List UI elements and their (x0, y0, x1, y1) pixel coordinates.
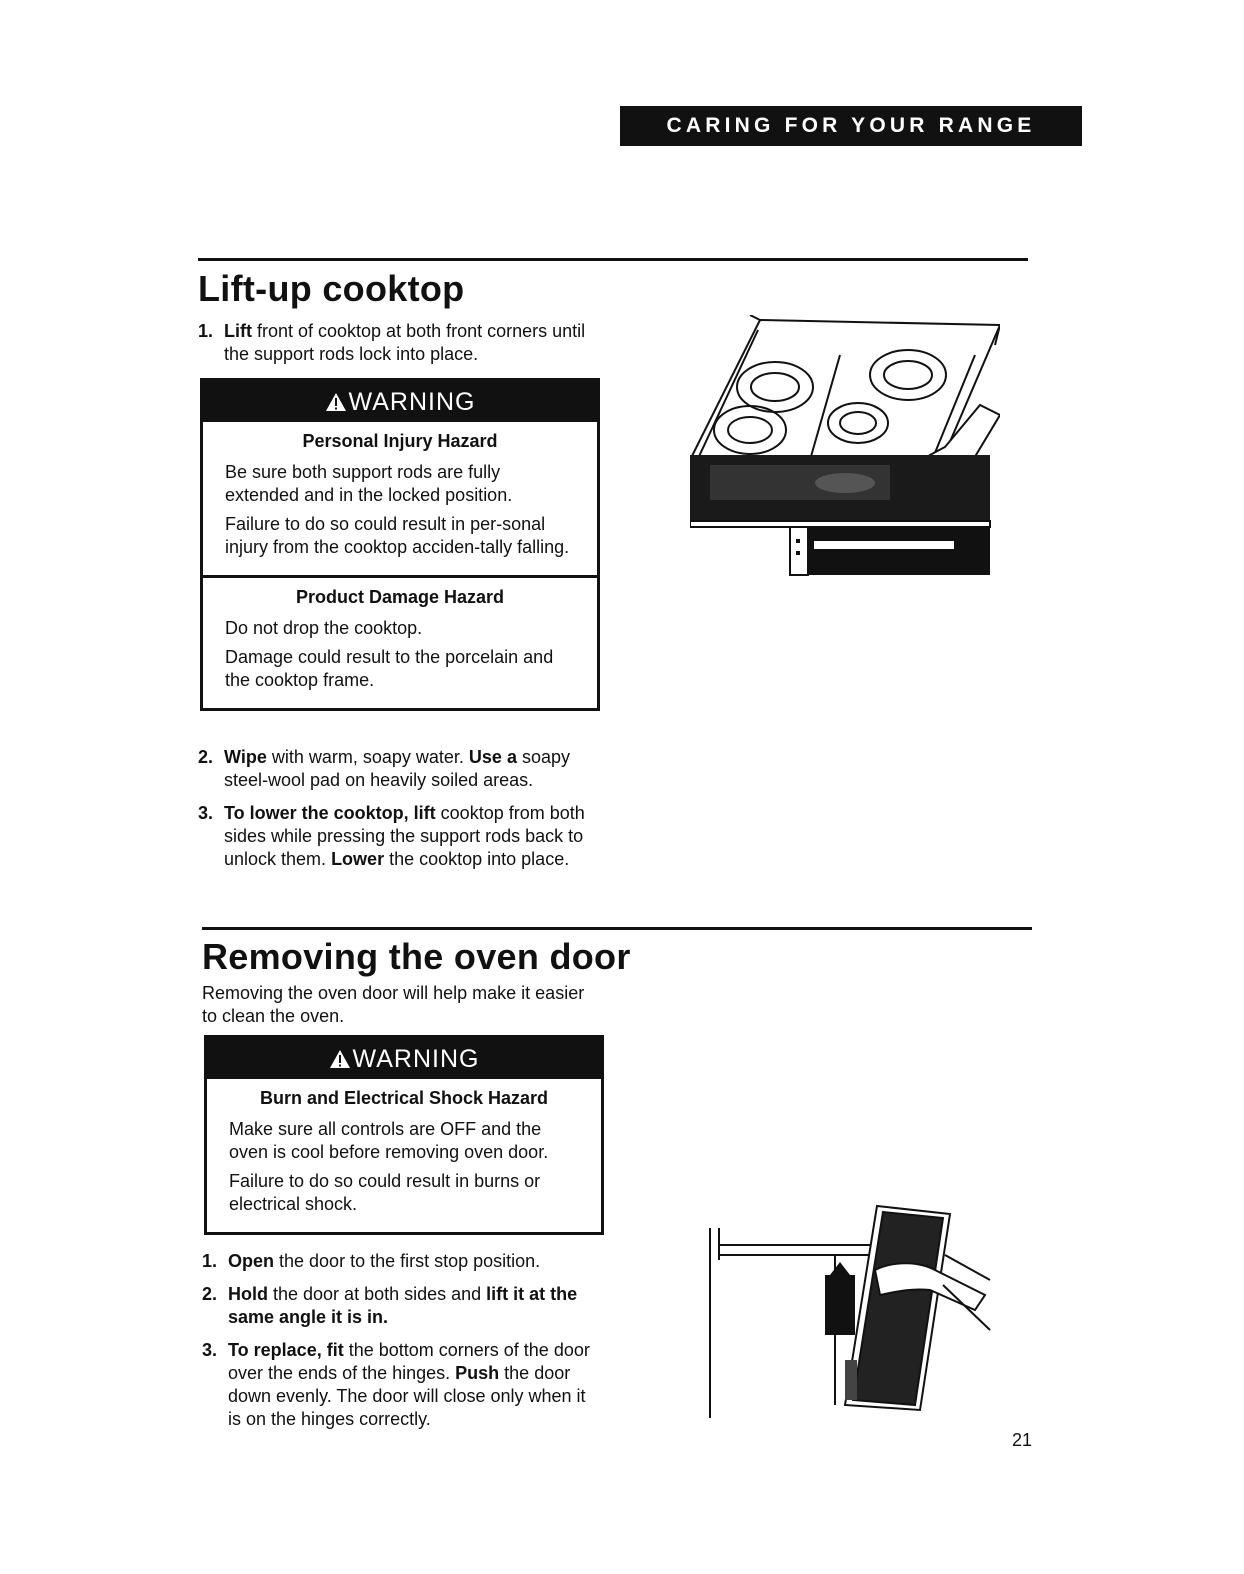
warning-triangle-icon (325, 392, 347, 412)
list-item (202, 1339, 602, 1431)
burn-shock-section (207, 1079, 601, 1232)
warning-text: Damage could result to the porcelain and the cooktop frame. (225, 647, 554, 690)
step-text: the door at both sides and (268, 1284, 487, 1304)
section-rule (198, 258, 1028, 261)
step-text: front of cooktop at both front corners until the support rods lock into place. (224, 321, 586, 364)
step-bold: Push (455, 1363, 500, 1383)
step-text: cooktop from both sides while pressing the support rods back to unlock them. (224, 803, 585, 869)
step-bold: Lower (331, 849, 385, 869)
section-rule (202, 927, 1032, 930)
step-number: 1. (202, 1251, 218, 1271)
step-bold: Use a (468, 747, 517, 767)
oven-door-illustration (705, 1200, 995, 1422)
step-text: the cooktop into place. (384, 849, 570, 869)
step-text: the bottom corners of the door over the ends of the hinges. (228, 1340, 590, 1383)
list-item (198, 320, 608, 366)
step-bold: To lower the cooktop, lift (224, 803, 436, 823)
step-number: 2. (198, 747, 214, 767)
warning-text: Do not drop the cooktop. (225, 618, 423, 638)
warning-text: Failure to do so could result in burns or electrical shock. (229, 1171, 541, 1214)
step-text: the door to the first stop position. (274, 1251, 541, 1271)
step-bold: Wipe (224, 747, 267, 767)
step-number: 3. (202, 1340, 218, 1360)
step-number: 3. (198, 803, 214, 823)
oven-door-steps (202, 1250, 602, 1441)
product-damage-section (203, 575, 597, 708)
oven-door-warning-box (204, 1035, 604, 1235)
page-number: 21 (1011, 1430, 1032, 1450)
oven-door-intro: Removing the oven door will help make it easier to clean the oven. (202, 983, 585, 1026)
cooktop-illustration (690, 315, 1000, 580)
warning-header (207, 1038, 601, 1079)
step-bold: lift it at the same angle it is in. (228, 1284, 578, 1327)
cooktop-steps-2 (198, 746, 593, 881)
list-item (202, 1250, 602, 1273)
warning-title: Burn and Electrical Shock Hazard (259, 1088, 549, 1108)
warning-text: Failure to do so could result in per-sonal injury from the cooktop acciden-tally falling. (225, 514, 570, 557)
step-bold: To replace, fit (228, 1340, 344, 1360)
warning-triangle-icon (329, 1049, 351, 1069)
section-header: CARING FOR YOUR RANGE (620, 106, 1082, 146)
list-item (202, 1283, 602, 1329)
cooktop-steps-1 (198, 320, 608, 376)
warning-header (203, 381, 597, 422)
step-bold: Hold (228, 1284, 268, 1304)
warning-text: Make sure all controls are OFF and the oven is cool before removing oven door. (229, 1119, 549, 1162)
list-item (198, 802, 593, 871)
warning-title: Personal Injury Hazard (302, 431, 498, 451)
step-bold: Lift (224, 321, 252, 341)
step-text: soapy steel-wool pad on heavily soiled areas. (224, 747, 571, 790)
cooktop-title: Lift-up cooktop (198, 268, 465, 309)
step-text: the door down evenly. The door will close only when it is on the hinges correctly. (228, 1363, 586, 1429)
warning-label: WARNING (352, 1045, 480, 1073)
warning-title: Product Damage Hazard (295, 587, 505, 607)
warning-label: WARNING (348, 388, 476, 416)
cooktop-warning-box (200, 378, 600, 711)
personal-injury-section (203, 422, 597, 575)
list-item (198, 746, 593, 792)
step-number: 1. (198, 321, 214, 341)
step-bold: Open (228, 1251, 275, 1271)
step-number: 2. (202, 1284, 218, 1304)
step-text: with warm, soapy water. (266, 747, 469, 767)
oven-door-title: Removing the oven door (202, 936, 631, 977)
warning-text: Be sure both support rods are fully extended and in the locked position. (225, 462, 513, 505)
